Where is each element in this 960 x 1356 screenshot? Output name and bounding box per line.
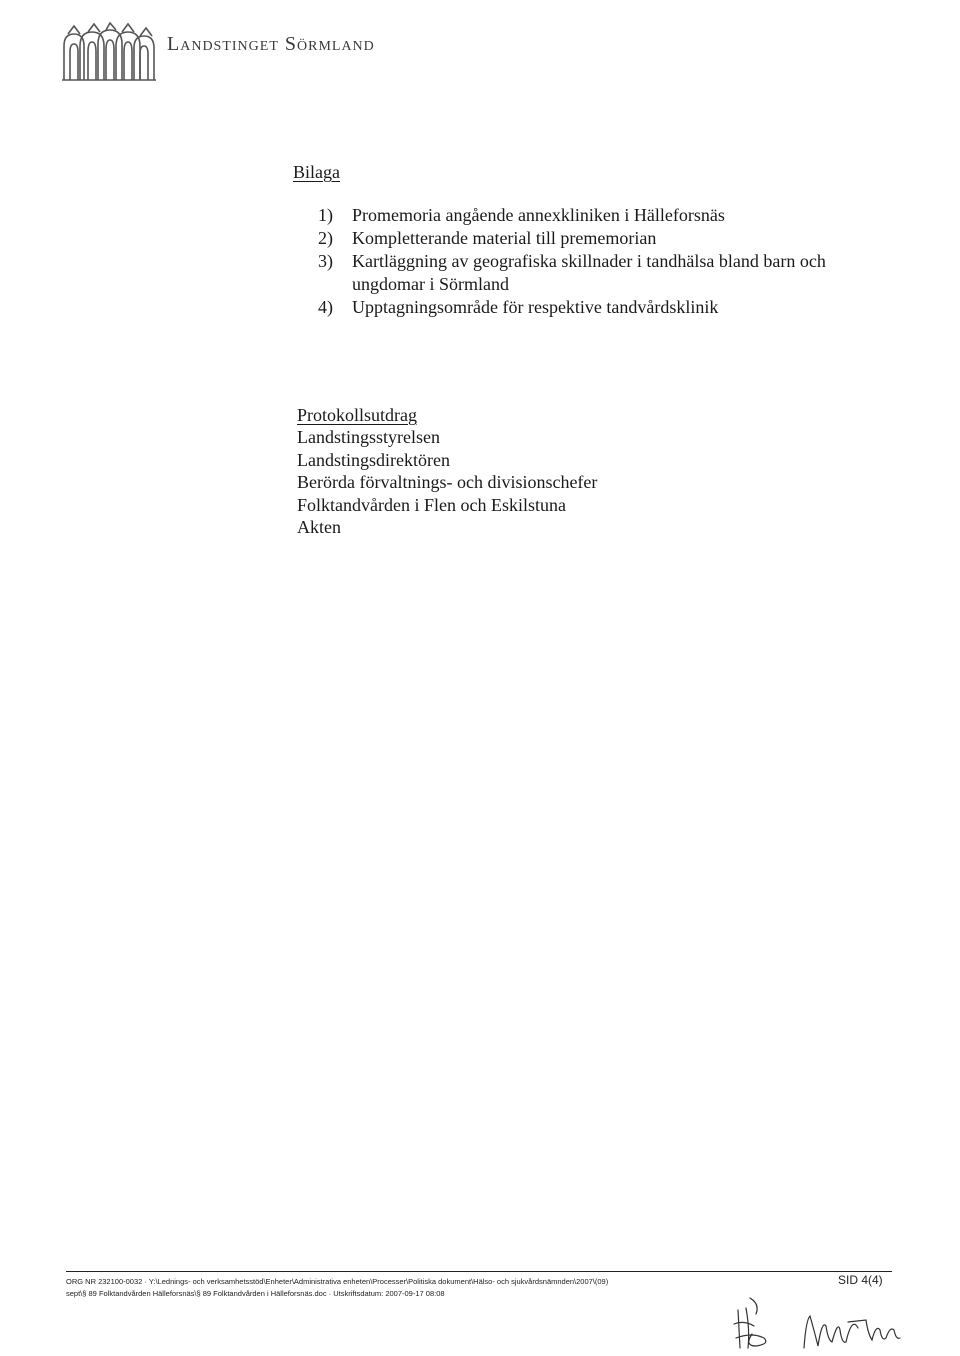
list-item-number: 2) (318, 228, 333, 248)
list-item (318, 296, 878, 319)
list-item (318, 204, 878, 227)
list-item-number: 1) (318, 205, 333, 225)
recipient-item: Berörda förvaltnings- och divisionschefer (297, 472, 598, 493)
list-item-number: 4) (318, 297, 333, 317)
attachments-heading: Bilaga (293, 162, 340, 182)
recipient-item: Landstingsstyrelsen (297, 427, 440, 447)
landstinget-sormland-logo (60, 22, 156, 82)
list-item-number: 3) (318, 251, 333, 271)
list-item (318, 227, 878, 250)
list-item-text: Upptagningsområde för respektive tandvårdsklinik (352, 297, 719, 317)
handwritten-signatures (730, 1290, 910, 1352)
list-item-text: Kompletterande material till prememorian (352, 228, 657, 248)
recipient-list (297, 426, 597, 539)
footer-metadata (66, 1276, 806, 1300)
footer-line: sept\§ 89 Folktandvården Hälleforsnäs\§ 89 Folktandvården i Hälleforsnäs.doc · Utskriftsdatum: 2007-09-17 08:08 (66, 1289, 445, 1298)
distribution-heading: Protokollsutdrag (297, 405, 417, 425)
org-name: Landstinget Sörmland (167, 33, 375, 55)
footer-divider (66, 1271, 892, 1272)
list-item-text: Promemoria angående annexkliniken i Hälleforsnäs (352, 205, 725, 225)
recipient-item: Folktandvården i Flen och Eskilstuna (297, 494, 566, 515)
recipient-item: Landstingsdirektören (297, 449, 450, 470)
footer-line: ORG NR 232100-0032 · Y:\Lednings- och verksamhetsstöd\Enheter\Administrativa enheten\Processer\Politiska dokument\Hälso- och sjukvårdsnämnden\2007\(09) (66, 1277, 609, 1286)
list-item-text: Kartläggning av geografiska skillnader i tandhälsa bland barn och ungdomar i Sörmland (352, 251, 826, 294)
attachments-list (318, 204, 878, 319)
recipient-item: Akten (297, 517, 341, 538)
list-item (318, 250, 878, 296)
page-number: SID 4(4) (838, 1273, 883, 1287)
